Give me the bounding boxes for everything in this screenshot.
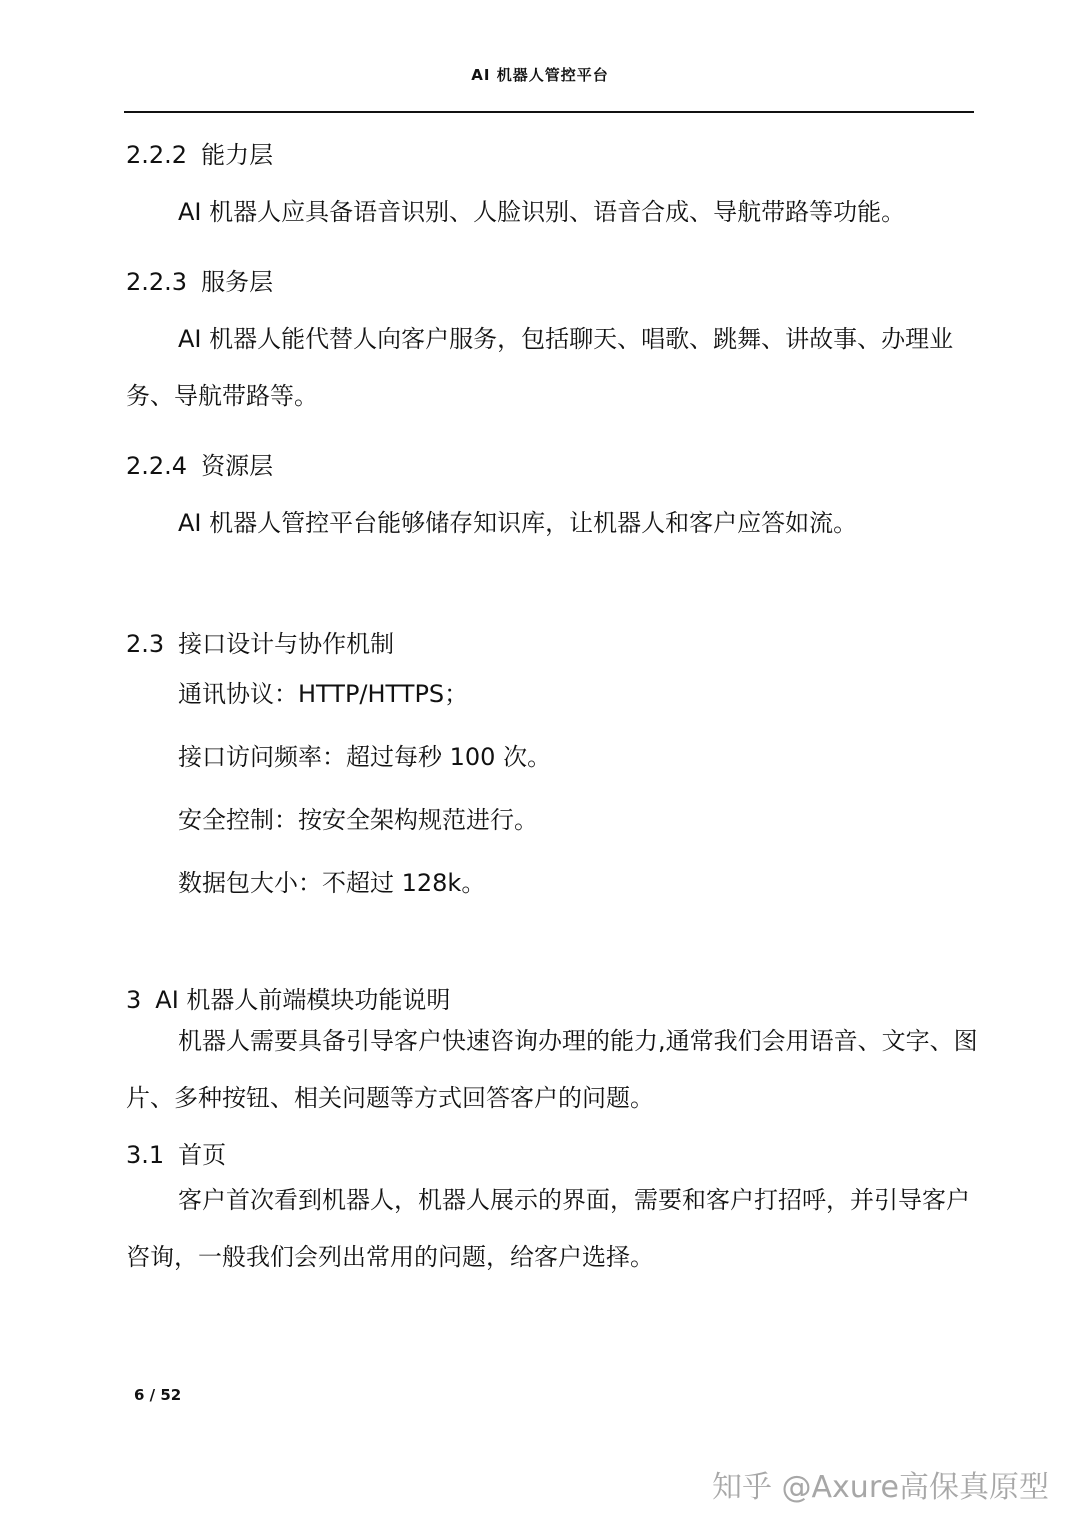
list-item-security: 安全控制：按安全架构规范进行。 (178, 806, 538, 834)
header-divider (124, 111, 974, 113)
heading-title: 服务层 (201, 268, 274, 296)
heading-number: 2.2.4 (126, 452, 188, 480)
heading-title: 资源层 (201, 452, 274, 480)
heading-number: 2.2.3 (126, 268, 188, 296)
list-item-protocol: 通讯协议：HTTP/HTTPS； (178, 680, 469, 708)
heading-title: 能力层 (201, 141, 274, 169)
heading-2-2-2 (126, 135, 273, 170)
heading-title: AI 机器人前端模块功能说明 (155, 986, 451, 1014)
heading-number: 3.1 (126, 1141, 165, 1169)
heading-number: 3 (126, 986, 142, 1014)
heading-number: 2.2.2 (126, 141, 188, 169)
paragraph-3-1: 客户首次看到机器人，机器人展示的界面，需要和客户打招呼，并引导客户咨询，一般我们会列出常用的问题，给客户选择。 (126, 1186, 970, 1271)
heading-title: 接口设计与协作机制 (178, 630, 395, 658)
heading-number: 2.3 (126, 630, 165, 658)
paragraph-2-2-4: AI 机器人管控平台能够储存知识库，让机器人和客户应答如流。 (178, 509, 858, 537)
page-number: 6 / 52 (134, 1386, 182, 1404)
heading-3-1 (126, 1135, 226, 1170)
list-item-frequency: 接口访问频率：超过每秒 100 次。 (178, 743, 552, 771)
list-item-packet-size: 数据包大小：不超过 128k。 (178, 869, 486, 897)
paragraph-3: 机器人需要具备引导客户快速咨询办理的能力,通常我们会用语音、文字、图片、多种按钮、相关问题等方式回答客户的问题。 (126, 1027, 978, 1112)
heading-title: 首页 (178, 1141, 227, 1169)
paragraph-2-2-3: AI 机器人能代替人向客户服务，包括聊天、唱歌、跳舞、讲故事、办理业务、导航带路等。 (126, 325, 954, 410)
heading-2-3 (126, 624, 394, 659)
heading-2-2-4 (126, 446, 273, 481)
heading-2-2-3 (126, 262, 273, 297)
running-header: AI 机器人管控平台 (471, 66, 609, 84)
paragraph-2-2-2: AI 机器人应具备语音识别、人脸识别、语音合成、导航带路等功能。 (178, 198, 906, 226)
heading-3 (126, 980, 450, 1015)
watermark: 知乎 @Axure高保真原型 (712, 1470, 1049, 1505)
